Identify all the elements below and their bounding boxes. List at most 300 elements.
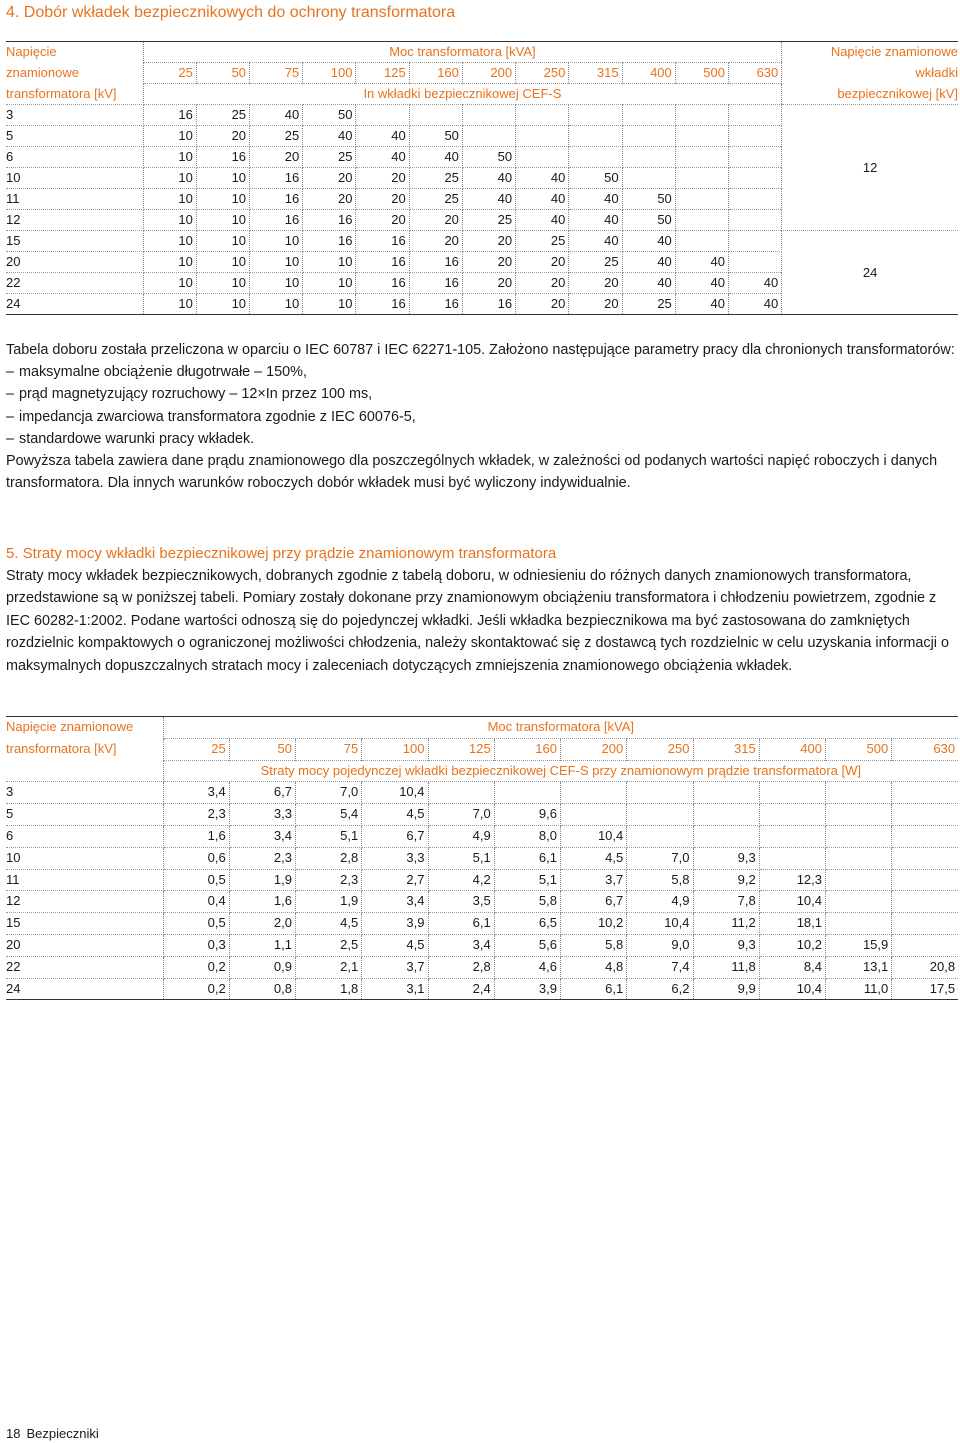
- cell-value: 11,2: [693, 913, 759, 935]
- cell-value: 0,8: [229, 978, 295, 1000]
- cell-value: 9,0: [627, 934, 693, 956]
- t2-header-loss: Straty mocy pojedynczej wkładki bezpiecznikowej CEF-S przy znamionowym prądzie transformatora [W]: [163, 760, 958, 782]
- cell-value: 3,7: [561, 869, 627, 891]
- cell-value: 20,8: [892, 956, 958, 978]
- cell-value: 10: [143, 126, 196, 147]
- cell-value: 10: [250, 231, 303, 252]
- cell-value: 0,5: [163, 913, 229, 935]
- power-header-cell: 25: [143, 63, 196, 84]
- selection-notes: [6, 339, 956, 494]
- cell-value: [693, 782, 759, 804]
- cell-value: 20: [303, 189, 356, 210]
- cell-value: 20: [409, 231, 462, 252]
- cell-value: [516, 126, 569, 147]
- cell-value: 20: [196, 126, 249, 147]
- cell-value: 40: [569, 231, 622, 252]
- table-row: [6, 891, 958, 913]
- cell-value: [826, 847, 892, 869]
- cell-value: 16: [409, 294, 462, 315]
- cell-value: 15,9: [826, 934, 892, 956]
- cell-value: 13,1: [826, 956, 892, 978]
- cell-value: 10: [250, 252, 303, 273]
- cell-value: 9,3: [693, 847, 759, 869]
- cell-value: 4,6: [494, 956, 560, 978]
- cell-value: 25: [409, 189, 462, 210]
- cell-value: [729, 168, 782, 189]
- row-voltage: 5: [6, 804, 163, 826]
- cell-value: 40: [622, 252, 675, 273]
- table-row: [6, 913, 958, 935]
- cell-value: [826, 782, 892, 804]
- cell-value: 10: [143, 294, 196, 315]
- cell-value: [892, 804, 958, 826]
- cell-value: 10,4: [759, 978, 825, 1000]
- cell-value: 6,7: [362, 825, 428, 847]
- notes-item: – standardowe warunki pracy wkładek.: [6, 428, 956, 450]
- t2-header-voltage-line1: Napięcie znamionowe: [6, 717, 163, 739]
- cell-value: 20: [516, 294, 569, 315]
- cell-value: 3,5: [428, 891, 494, 913]
- cell-value: 2,0: [229, 913, 295, 935]
- t2-power-header-cell: 500: [826, 738, 892, 760]
- header-fuse-voltage-line1: Napięcie znamionowe: [782, 42, 958, 63]
- cell-value: 40: [622, 273, 675, 294]
- t2-power-header-cell: 250: [627, 738, 693, 760]
- cell-value: [675, 210, 728, 231]
- power-header-cell: 75: [250, 63, 303, 84]
- cell-value: 16: [356, 294, 409, 315]
- cell-value: 10,4: [759, 891, 825, 913]
- power-header-cell: 125: [356, 63, 409, 84]
- cell-value: 20: [462, 231, 515, 252]
- t2-power-header-cell: 125: [428, 738, 494, 760]
- cell-value: [462, 126, 515, 147]
- cell-value: 6,1: [494, 847, 560, 869]
- cell-value: 25: [409, 168, 462, 189]
- cell-value: 20: [462, 252, 515, 273]
- cell-value: 50: [462, 147, 515, 168]
- cell-value: 40: [462, 189, 515, 210]
- cell-value: 3,1: [362, 978, 428, 1000]
- t2-power-header-cell: 50: [229, 738, 295, 760]
- cell-value: [627, 804, 693, 826]
- cell-value: 25: [196, 105, 249, 126]
- header-fuse-voltage-line2: wkładki: [782, 63, 958, 84]
- page-number: 18: [6, 1426, 21, 1441]
- t2-power-header-cell: 25: [163, 738, 229, 760]
- header-voltage-line2: znamionowe: [6, 63, 143, 84]
- cell-value: 4,5: [561, 847, 627, 869]
- cell-value: 10,2: [561, 913, 627, 935]
- cell-value: [892, 825, 958, 847]
- cell-value: 4,9: [428, 825, 494, 847]
- cell-value: 10: [143, 252, 196, 273]
- table-row: [6, 825, 958, 847]
- table-row: [6, 934, 958, 956]
- cell-value: 20: [516, 273, 569, 294]
- cell-value: [516, 147, 569, 168]
- cell-value: 16: [303, 231, 356, 252]
- cell-value: [462, 105, 515, 126]
- t2-header-power: Moc transformatora [kVA]: [163, 717, 958, 739]
- cell-value: [759, 847, 825, 869]
- cell-value: 2,8: [428, 956, 494, 978]
- cell-value: 16: [250, 189, 303, 210]
- cell-value: 6,5: [494, 913, 560, 935]
- cell-value: 16: [409, 252, 462, 273]
- row-voltage: 6: [6, 825, 163, 847]
- cell-value: 3,4: [362, 891, 428, 913]
- cell-value: [759, 825, 825, 847]
- cell-value: 20: [569, 273, 622, 294]
- row-voltage: 20: [6, 252, 143, 273]
- power-header-cell: 315: [569, 63, 622, 84]
- section-5-body: Straty mocy wkładek bezpiecznikowych, dobranych zgodnie z tabelą doboru, w odniesieniu do różnych danych znamionowych transformatora, przedstawione są w poniższej tabeli. Pomiary zostały dokonane przy znamionowym obciążeniu transformatora i chłodzeniu powietrzem, zgodnie z IEC 60282-1:2002. Podane wartości odnoszą się do pojedynczej wkładki. Jeśli wkładka bezpiecznikowa ma być zastosowana do zamkniętych rozdzielnic kompaktowych o ograniczonej możliwości chłodzenia, należy skontaktować się z dostawcą tych rozdzielnic w celu uzyskania informacji o maksymalnych dopuszczalnych stratach mocy i zaleceniach dotyczących zmniejszenia znamionowego obciążenia wkładek.: [6, 568, 950, 674]
- cell-value: 11,0: [826, 978, 892, 1000]
- notes-intro: Tabela doboru została przeliczona w oparciu o IEC 60787 i IEC 62271-105. Założono następujące parametry pracy dla chronionych transformatorów:: [6, 342, 955, 358]
- cell-value: 40: [303, 126, 356, 147]
- cell-value: [561, 804, 627, 826]
- cell-value: 10,2: [759, 934, 825, 956]
- cell-value: 1,6: [229, 891, 295, 913]
- cell-value: 50: [622, 210, 675, 231]
- table-row: [6, 804, 958, 826]
- cell-value: [826, 891, 892, 913]
- cell-value: 10: [250, 273, 303, 294]
- cell-value: 25: [462, 210, 515, 231]
- cell-value: 40: [675, 294, 728, 315]
- cell-value: [826, 869, 892, 891]
- fuse-selection-table: [6, 41, 958, 315]
- cell-value: 40: [675, 252, 728, 273]
- cell-value: 10: [143, 147, 196, 168]
- cell-value: 40: [356, 147, 409, 168]
- power-header-cell: 250: [516, 63, 569, 84]
- row-voltage: 20: [6, 934, 163, 956]
- cell-value: [826, 913, 892, 935]
- cell-value: 16: [250, 168, 303, 189]
- cell-value: 10: [196, 252, 249, 273]
- power-header-cell: 100: [303, 63, 356, 84]
- cell-value: 40: [356, 126, 409, 147]
- cell-value: 5,1: [296, 825, 362, 847]
- cell-value: 1,6: [163, 825, 229, 847]
- row-voltage: 11: [6, 869, 163, 891]
- cell-value: 20: [569, 294, 622, 315]
- t2-power-header-cell: 630: [933, 740, 956, 756]
- cell-value: 10: [196, 168, 249, 189]
- cell-value: 20: [356, 189, 409, 210]
- cell-value: 25: [569, 252, 622, 273]
- t2-power-header-cell: 400: [759, 738, 825, 760]
- cell-value: 40: [250, 105, 303, 126]
- cell-value: 20: [356, 210, 409, 231]
- cell-value: [826, 804, 892, 826]
- cell-value: 2,3: [229, 847, 295, 869]
- cell-value: 12,3: [759, 869, 825, 891]
- cell-value: 10: [303, 252, 356, 273]
- cell-value: [729, 126, 782, 147]
- cell-value: 10,4: [627, 913, 693, 935]
- cell-value: [675, 168, 728, 189]
- cell-value: 11,8: [693, 956, 759, 978]
- row-voltage: 10: [6, 847, 163, 869]
- cell-value: [569, 126, 622, 147]
- cell-value: [826, 825, 892, 847]
- cell-value: 4,5: [296, 913, 362, 935]
- cell-value: 5,6: [494, 934, 560, 956]
- notes-item: – impedancja zwarciowa transformatora zgodnie z IEC 60076-5,: [6, 406, 956, 428]
- cell-value: 10: [143, 210, 196, 231]
- cell-value: 50: [569, 168, 622, 189]
- cell-value: 16: [196, 147, 249, 168]
- cell-value: 1,9: [229, 869, 295, 891]
- cell-value: 20: [250, 147, 303, 168]
- cell-value: 20: [409, 210, 462, 231]
- cell-value: 50: [622, 189, 675, 210]
- table-row: [6, 978, 958, 1000]
- cell-value: 2,8: [296, 847, 362, 869]
- cell-value: [892, 869, 958, 891]
- t2-power-header-cell: 315: [693, 738, 759, 760]
- cell-value: [622, 105, 675, 126]
- cell-value: 9,3: [693, 934, 759, 956]
- cell-value: 16: [462, 294, 515, 315]
- cell-value: 6,7: [561, 891, 627, 913]
- cell-value: 40: [516, 168, 569, 189]
- cell-value: [675, 105, 728, 126]
- cell-value: 16: [303, 210, 356, 231]
- row-voltage: 5: [6, 126, 143, 147]
- table-row: [6, 231, 958, 252]
- cell-value: 16: [250, 210, 303, 231]
- cell-value: 10: [143, 189, 196, 210]
- cell-value: 5,1: [428, 847, 494, 869]
- fuse-voltage-24: 24: [782, 231, 958, 315]
- cell-value: 10: [143, 168, 196, 189]
- cell-value: 8,0: [494, 825, 560, 847]
- cell-value: [627, 782, 693, 804]
- cell-value: 10,4: [561, 825, 627, 847]
- cell-value: [729, 231, 782, 252]
- cell-value: 20: [303, 168, 356, 189]
- cell-value: 16: [143, 105, 196, 126]
- cell-value: 3,3: [362, 847, 428, 869]
- table-row: [6, 869, 958, 891]
- cell-value: 5,8: [561, 934, 627, 956]
- cell-value: 16: [356, 231, 409, 252]
- cell-value: 3,4: [428, 934, 494, 956]
- table-row: [6, 782, 958, 804]
- cell-value: 10: [196, 231, 249, 252]
- cell-value: [729, 252, 782, 273]
- row-voltage: 24: [6, 294, 143, 315]
- cell-value: 2,5: [296, 934, 362, 956]
- power-header-cell: 400: [622, 63, 675, 84]
- cell-value: 25: [250, 126, 303, 147]
- cell-value: 5,8: [627, 869, 693, 891]
- cell-value: 5,4: [296, 804, 362, 826]
- header-in: In wkładki bezpiecznikowej CEF-S: [143, 84, 782, 105]
- power-header-cell: 500: [675, 63, 728, 84]
- table-row: [6, 105, 958, 126]
- section-5-title: 5. Straty mocy wkładki bezpiecznikowej przy prądzie znamionowym transformatora: [6, 545, 557, 562]
- page-footer: [6, 1426, 99, 1441]
- cell-value: [729, 147, 782, 168]
- row-voltage: 3: [6, 782, 163, 804]
- t2-power-header-cell: 200: [561, 738, 627, 760]
- header-voltage-line3: transformatora [kV]: [6, 84, 143, 105]
- notes-item: – prąd magnetyzujący rozruchowy – 12×In przez 100 ms,: [6, 383, 956, 405]
- cell-value: 16: [356, 273, 409, 294]
- cell-value: 40: [622, 231, 675, 252]
- cell-value: 1,9: [296, 891, 362, 913]
- cell-value: 20: [516, 252, 569, 273]
- cell-value: 10: [303, 273, 356, 294]
- table-row: [6, 847, 958, 869]
- cell-value: 10: [196, 189, 249, 210]
- cell-value: 16: [356, 252, 409, 273]
- cell-value: 20: [462, 273, 515, 294]
- cell-value: [569, 105, 622, 126]
- cell-value: 6,2: [627, 978, 693, 1000]
- header-power: Moc transformatora [kVA]: [143, 42, 782, 63]
- cell-value: 10: [196, 210, 249, 231]
- cell-value: 2,1: [296, 956, 362, 978]
- power-loss-table: [6, 716, 958, 1000]
- cell-value: [693, 825, 759, 847]
- cell-value: 8,4: [759, 956, 825, 978]
- cell-value: 40: [462, 168, 515, 189]
- row-voltage: 24: [6, 978, 163, 1000]
- cell-value: [729, 105, 782, 126]
- cell-value: 25: [303, 147, 356, 168]
- cell-value: 9,6: [494, 804, 560, 826]
- cell-value: 10: [303, 294, 356, 315]
- cell-value: 2,3: [296, 869, 362, 891]
- row-voltage: 22: [6, 956, 163, 978]
- notes-item: – maksymalne obciążenie długotrwałe – 150%,: [6, 361, 956, 383]
- row-voltage: 12: [6, 210, 143, 231]
- cell-value: 1,8: [296, 978, 362, 1000]
- power-header-cell: 200: [462, 63, 515, 84]
- row-voltage: 15: [6, 231, 143, 252]
- cell-value: [892, 891, 958, 913]
- cell-value: 40: [729, 273, 782, 294]
- notes-summary: Powyższa tabela zawiera dane prądu znamionowego dla poszczególnych wkładek, w zależności od podanych wartości napięć roboczych i danych transformatora. Dla innych warunków roboczych dobór wkładek musi być wyliczony indywidualnie.: [6, 453, 938, 492]
- header-voltage-line1: Napięcie: [6, 42, 143, 63]
- cell-value: 40: [569, 189, 622, 210]
- cell-value: [693, 804, 759, 826]
- row-voltage: 12: [6, 891, 163, 913]
- cell-value: [622, 126, 675, 147]
- cell-value: 17,5: [892, 978, 958, 1000]
- cell-value: 10: [250, 294, 303, 315]
- row-voltage: 10: [6, 168, 143, 189]
- cell-value: [627, 825, 693, 847]
- cell-value: 5,1: [494, 869, 560, 891]
- cell-value: [494, 782, 560, 804]
- cell-value: 7,8: [693, 891, 759, 913]
- cell-value: 40: [569, 210, 622, 231]
- section-5: [6, 543, 956, 677]
- cell-value: [561, 782, 627, 804]
- cell-value: 10: [143, 231, 196, 252]
- cell-value: 4,2: [428, 869, 494, 891]
- row-voltage: 6: [6, 147, 143, 168]
- cell-value: 7,4: [627, 956, 693, 978]
- cell-value: [675, 231, 728, 252]
- power-header-cell: 50: [196, 63, 249, 84]
- cell-value: 3,9: [362, 913, 428, 935]
- cell-value: [428, 782, 494, 804]
- cell-value: 7,0: [428, 804, 494, 826]
- power-header-cell: 160: [409, 63, 462, 84]
- cell-value: [675, 147, 728, 168]
- table-row: [6, 956, 958, 978]
- cell-value: 10: [143, 273, 196, 294]
- cell-value: 40: [516, 189, 569, 210]
- cell-value: 7,0: [627, 847, 693, 869]
- power-header-cell: 630: [729, 63, 782, 84]
- cell-value: 0,3: [163, 934, 229, 956]
- cell-value: 40: [516, 210, 569, 231]
- row-voltage: 11: [6, 189, 143, 210]
- t2-header-spacer: [6, 760, 163, 782]
- cell-value: 4,5: [362, 934, 428, 956]
- cell-value: 6,1: [561, 978, 627, 1000]
- cell-value: 9,9: [693, 978, 759, 1000]
- cell-value: 9,2: [693, 869, 759, 891]
- t2-power-header-cell: 75: [296, 738, 362, 760]
- cell-value: [622, 168, 675, 189]
- cell-value: [356, 105, 409, 126]
- cell-value: [892, 847, 958, 869]
- cell-value: 0,4: [163, 891, 229, 913]
- t2-power-header-cell: 160: [494, 738, 560, 760]
- cell-value: 0,5: [163, 869, 229, 891]
- cell-value: 10: [196, 273, 249, 294]
- cell-value: 50: [303, 105, 356, 126]
- cell-value: 40: [675, 273, 728, 294]
- cell-value: 3,3: [229, 804, 295, 826]
- cell-value: 7,0: [296, 782, 362, 804]
- cell-value: [569, 147, 622, 168]
- cell-value: 20: [356, 168, 409, 189]
- fuse-voltage-12: 12: [782, 105, 958, 231]
- row-voltage: 22: [6, 273, 143, 294]
- cell-value: [729, 210, 782, 231]
- cell-value: 4,5: [362, 804, 428, 826]
- cell-value: 4,9: [627, 891, 693, 913]
- cell-value: 5,8: [494, 891, 560, 913]
- cell-value: [675, 126, 728, 147]
- cell-value: 2,3: [163, 804, 229, 826]
- cell-value: [759, 782, 825, 804]
- cell-value: 10,4: [362, 782, 428, 804]
- cell-value: 25: [622, 294, 675, 315]
- row-voltage: 15: [6, 913, 163, 935]
- cell-value: 0,2: [163, 978, 229, 1000]
- cell-value: [759, 804, 825, 826]
- cell-value: [675, 189, 728, 210]
- t2-header-voltage-line2: transformatora [kV]: [6, 738, 163, 760]
- cell-value: 3,4: [163, 782, 229, 804]
- cell-value: 10: [196, 294, 249, 315]
- cell-value: 4,8: [561, 956, 627, 978]
- t2-power-header-cell: 100: [362, 738, 428, 760]
- footer-label: Bezpieczniki: [26, 1426, 99, 1441]
